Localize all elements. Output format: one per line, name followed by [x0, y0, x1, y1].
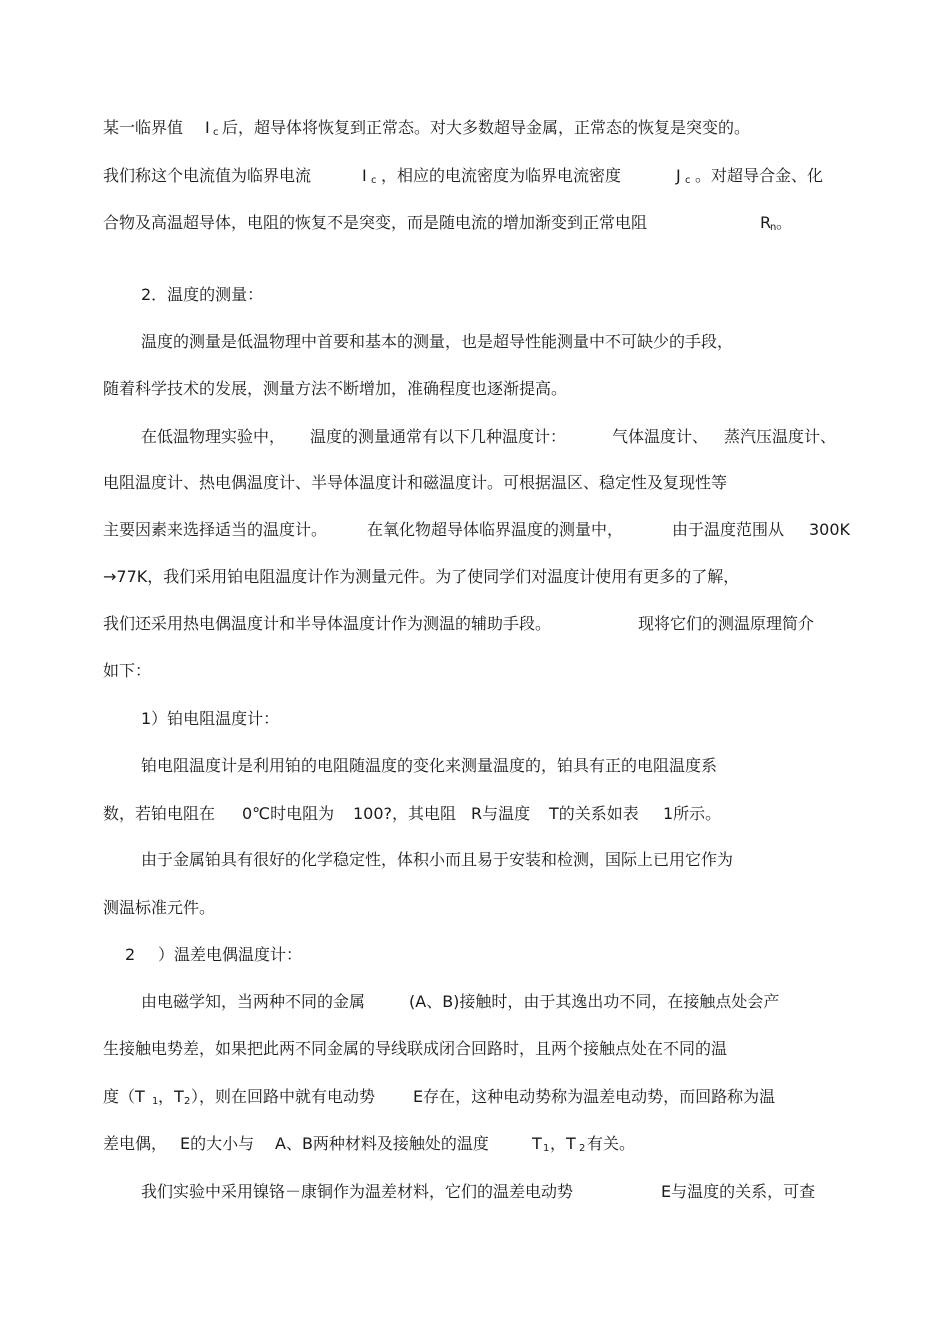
- text-run: 气体温度计、: [612, 427, 709, 446]
- text-run: 由于金属铂具有很好的化学稳定性，体积小而且易于安装和检测，国际上已用它作为: [141, 850, 734, 869]
- text-run: 0℃时电阻为: [242, 804, 335, 823]
- text-run: 随着科学技术的发展，测量方法不断增加，准确程度也逐渐提高。: [103, 379, 568, 398]
- text-run: →77K，我们采用铂电阻温度计作为测量元件。为了使同学们对温度计使用有更多的了解，: [103, 567, 740, 586]
- text-run: 300K: [809, 520, 851, 539]
- text-run: 由于温度范围从: [672, 520, 785, 539]
- text-run: 铂电阻温度计是利用铂的电阻随温度的变化来测量温度的，铂具有正的电阻温度系: [141, 756, 718, 775]
- subscript: 1: [152, 1096, 159, 1107]
- subscript: 2: [184, 1096, 191, 1107]
- text-run: ，T: [158, 1087, 184, 1106]
- text-run: 如下：: [103, 661, 152, 680]
- text-run: ，T: [550, 1134, 576, 1153]
- text-run: 后，超导体将恢复到正常态。对大多数超导金属，正常态的恢复是突变的。: [222, 118, 751, 137]
- text-run: 我们还采用热电偶温度计和半导体温度计作为测温的辅助手段。: [103, 614, 552, 633]
- text-run: E的大小与: [180, 1134, 255, 1153]
- heading-text: ）温差电偶温度计：: [158, 945, 303, 964]
- text-run: 温度的测量通常有以下几种温度计：: [310, 427, 567, 446]
- text-run: ），则在回路中就有电动势: [191, 1087, 376, 1106]
- text-run: 电阻温度计、热电偶温度计、半导体温度计和磁温度计。可根据温区、稳定性及复现性等: [103, 473, 728, 492]
- text-run: 现将它们的测温原理简介: [638, 614, 815, 633]
- text-run: E存在，这种电动势称为温差电动势，而回路称为温: [413, 1087, 776, 1106]
- text-run: 100?，其电阻: [353, 804, 457, 823]
- text-run: T的关系如表: [549, 804, 639, 823]
- text-run: 我们称这个电流值为临界电流: [103, 166, 312, 185]
- subscript: c: [213, 127, 219, 138]
- text-run: 合物及高温超导体，电阻的恢复不是突变，而是随电流的增加渐变到正常电阻: [103, 213, 648, 232]
- text-run: R: [760, 213, 772, 232]
- text-run: 。: [776, 213, 793, 232]
- text-run: R与温度: [471, 804, 531, 823]
- text-run: 由电磁学知，当两种不同的金属: [141, 992, 366, 1011]
- text-run: 差电偶，: [103, 1134, 168, 1153]
- heading-text: 2．温度的测量：: [141, 285, 264, 304]
- subscript: c: [371, 175, 377, 186]
- text-run: 。对超导合金、化: [695, 166, 824, 185]
- text-run: 生接触电势差，如果把此两不同金属的导线联成闭合回路时，且两个接触点处在不同的温: [103, 1039, 728, 1058]
- heading-number: 2: [125, 945, 136, 964]
- text-run: T: [532, 1134, 542, 1153]
- subscript: n: [770, 222, 777, 233]
- subscript: c: [685, 175, 691, 186]
- text-run: 数，若铂电阻在: [103, 804, 216, 823]
- text-run: 有关。: [587, 1134, 636, 1153]
- text-run: J: [676, 166, 681, 185]
- text-run: 度（T: [103, 1087, 145, 1106]
- text-run: ，相应的电流密度为临界电流密度: [381, 166, 622, 185]
- text-run: A、B两种材料及接触处的温度: [275, 1134, 489, 1153]
- text-run: 蒸汽压温度计、: [724, 427, 837, 446]
- text-run: 主要因素来选择适当的温度计。: [103, 520, 328, 539]
- text-run: I: [362, 166, 367, 185]
- text-run: 在低温物理实验中，: [141, 427, 286, 446]
- text-run: 在氧化物超导体临界温度的测量中，: [367, 520, 624, 539]
- text-run: I: [205, 118, 210, 137]
- text-run: 测温标准元件。: [103, 898, 216, 917]
- text-run: (A、B)接触时，由于其逸出功不同，在接触点处会产: [409, 992, 780, 1011]
- subscript: 2: [579, 1143, 586, 1154]
- subscript: 1: [543, 1143, 550, 1154]
- text-run: 温度的测量是低温物理中首要和基本的测量，也是超导性能测量中不可缺少的手段，: [141, 332, 734, 351]
- text-run: 我们实验中采用镍铬－康铜作为温差材料，它们的温差电动势: [141, 1182, 574, 1201]
- heading-text: 1）铂电阻温度计：: [141, 709, 280, 728]
- text-run: 1所示。: [663, 804, 722, 823]
- text-run: E与温度的关系，可查: [661, 1182, 816, 1201]
- text-run: 某一临界值: [103, 118, 184, 137]
